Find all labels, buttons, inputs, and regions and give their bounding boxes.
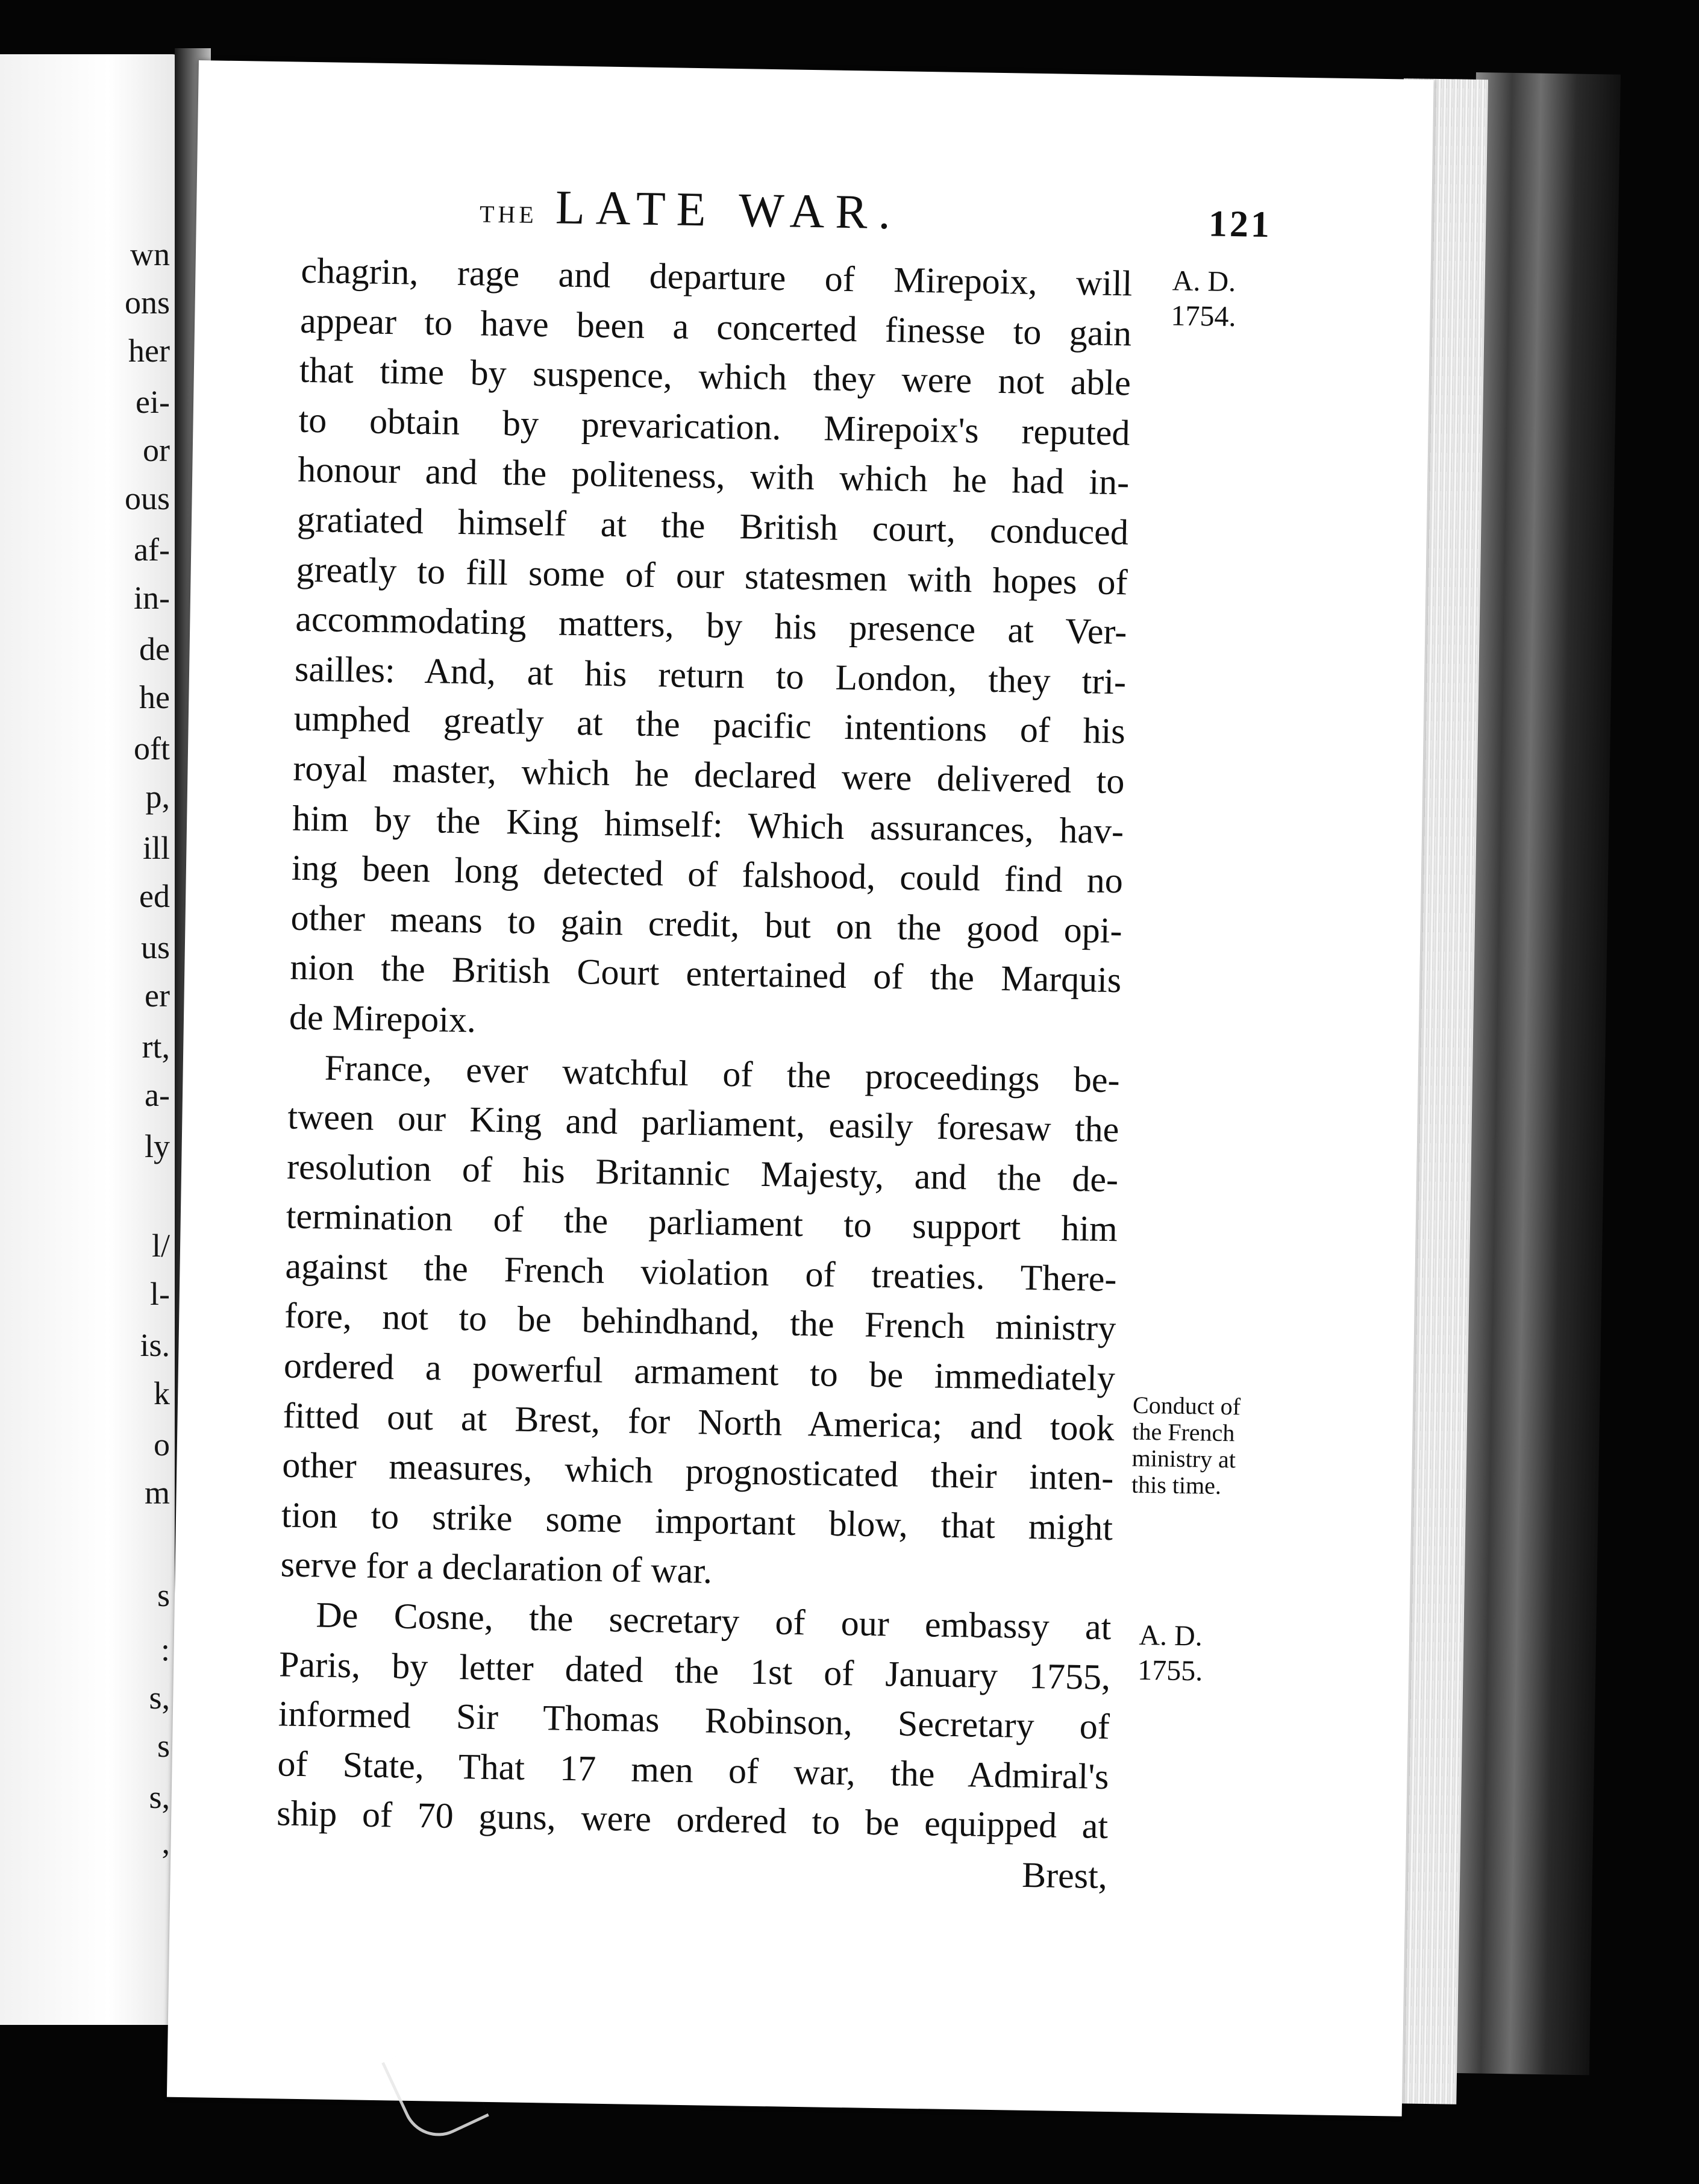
previous-page-fragment: er (145, 977, 170, 1014)
text-line: Brest, (1021, 1854, 1108, 1897)
text-line: De Cosne, the secretary of our embassy at (315, 1595, 1112, 1648)
margin-note-line: the French (1132, 1417, 1235, 1447)
previous-page-fragment: or (143, 432, 170, 468)
margin-note-line: ministry at (1131, 1444, 1236, 1473)
previous-page-fragment: : (160, 1631, 170, 1668)
text-line: that time by suspence, which they were not able (299, 350, 1131, 403)
text-line: appear to have been a concerted finesse to gain (299, 300, 1132, 353)
text-line: ordered a powerful armament to be immediately (283, 1345, 1116, 1399)
previous-page-fragment: s (157, 1728, 170, 1764)
previous-page-fragment: p, (145, 779, 170, 815)
previous-page-fragment: a- (145, 1077, 170, 1113)
previous-page-fragment: s, (149, 1680, 170, 1716)
running-head-title: LATE WAR. (555, 181, 902, 240)
text-line: royal master, which he declared were delivered to (293, 748, 1125, 802)
running-head (480, 179, 1324, 247)
body-text (275, 246, 1133, 1901)
text-line: honour and the politeness, with which he had in- (297, 450, 1130, 503)
previous-page-fragment: l/ (151, 1228, 170, 1264)
previous-page-fragment: ly (144, 1128, 170, 1164)
previous-page-fragment: wn (130, 236, 170, 272)
text-line: de Mirepoix. (289, 997, 477, 1040)
previous-page-fragment: s, (149, 1779, 170, 1815)
text-line: umphed greatly at the pacific intentions of his (293, 698, 1126, 752)
previous-page-fragment: oft (134, 730, 170, 767)
previous-page-fragment: ed (139, 878, 170, 914)
text-line: gratiated himself at the British court, conduced (296, 499, 1129, 553)
text-line: fore, not to be behindhand, the French ministry (284, 1295, 1116, 1349)
previous-page-fragment: ous (124, 480, 170, 516)
margin-note-line: this time. (1131, 1470, 1222, 1499)
margin-note-conduct (1131, 1392, 1241, 1500)
text-line: termination of the parliament to support him (286, 1196, 1118, 1249)
text-line: him by the King himself: Which assurances, hav- (292, 798, 1124, 851)
book-page (167, 60, 1434, 2117)
previous-page-fragment: her (128, 333, 170, 369)
previous-page-fragment: ill (142, 830, 170, 866)
previous-page-fragment: s (157, 1577, 170, 1613)
text-line: Paris, by letter dated the 1st of January 1755, (278, 1644, 1111, 1697)
text-line: other measures, which prognosticated their inten- (281, 1445, 1114, 1498)
text-line: tion to strike some important blow, that might (281, 1495, 1113, 1548)
text-line: fitted out at Brest, for North America; and took (283, 1395, 1115, 1448)
previous-page-fragment: af- (134, 532, 170, 568)
text-line: against the French violation of treaties. There- (285, 1246, 1117, 1299)
margin-note-line: Conduct of (1132, 1391, 1241, 1420)
page-number: 121 (1208, 203, 1272, 246)
previous-page-fragment: is. (140, 1327, 170, 1363)
previous-page-fragment: l- (150, 1276, 170, 1312)
text-line: accommodating matters, by his presence at Ver- (295, 598, 1127, 652)
previous-page-fragment: m (144, 1475, 170, 1511)
text-line: resolution of his Britannic Majesty, and the de- (286, 1146, 1119, 1199)
previous-page-fragment: us (140, 929, 170, 965)
text-line: other means to gain credit, but on the good opi- (290, 897, 1123, 950)
text-line: to obtain by prevarication. Mirepoix's reputed (298, 400, 1130, 453)
text-line: tween our King and parliament, easily foresaw the (287, 1096, 1119, 1150)
margin-year-line: A. D. (1139, 1619, 1203, 1652)
margin-year-line: 1754. (1171, 300, 1236, 333)
text-line: chagrin, rage and departure of Mirepoix, will (301, 250, 1133, 304)
margin-year-line: A. D. (1172, 265, 1236, 298)
previous-page-fragment: , (161, 1824, 170, 1860)
text-line: of State, That 17 men of war, the Admiral's (277, 1743, 1109, 1796)
previous-page-fragment: in- (134, 580, 170, 616)
text-line: greatly to fill some of our statesmen with hopes of (296, 549, 1128, 602)
text-line: nion the British Court entertained of the Marquis (289, 947, 1122, 1000)
previous-page (0, 54, 181, 2025)
text-line: France, ever watchful of the proceedings be- (324, 1047, 1121, 1100)
previous-page-fragment: he (139, 679, 170, 715)
text-line: serve for a declaration of war. (280, 1544, 713, 1592)
text-line: sailles: And, at his return to London, they tri- (294, 648, 1127, 702)
margin-year-line: 1755. (1137, 1654, 1203, 1687)
running-head-article: THE (479, 200, 538, 228)
previous-page-fragment: rt, (142, 1029, 170, 1065)
previous-page-fragment: o (154, 1426, 170, 1463)
previous-page-fragment: de (139, 631, 170, 667)
previous-page-fragment: k (154, 1375, 170, 1411)
margin-year-1754 (1171, 263, 1237, 334)
previous-page-fragment: ons (124, 284, 170, 321)
text-line: ship of 70 guns, were ordered to be equipped at (276, 1793, 1109, 1847)
text-line: ing been long detected of falshood, could find no (291, 847, 1124, 901)
text-line: informed Sir Thomas Robinson, Secretary of (278, 1693, 1110, 1747)
margin-year-1755 (1137, 1618, 1204, 1689)
previous-page-fragment: ei- (136, 384, 170, 420)
